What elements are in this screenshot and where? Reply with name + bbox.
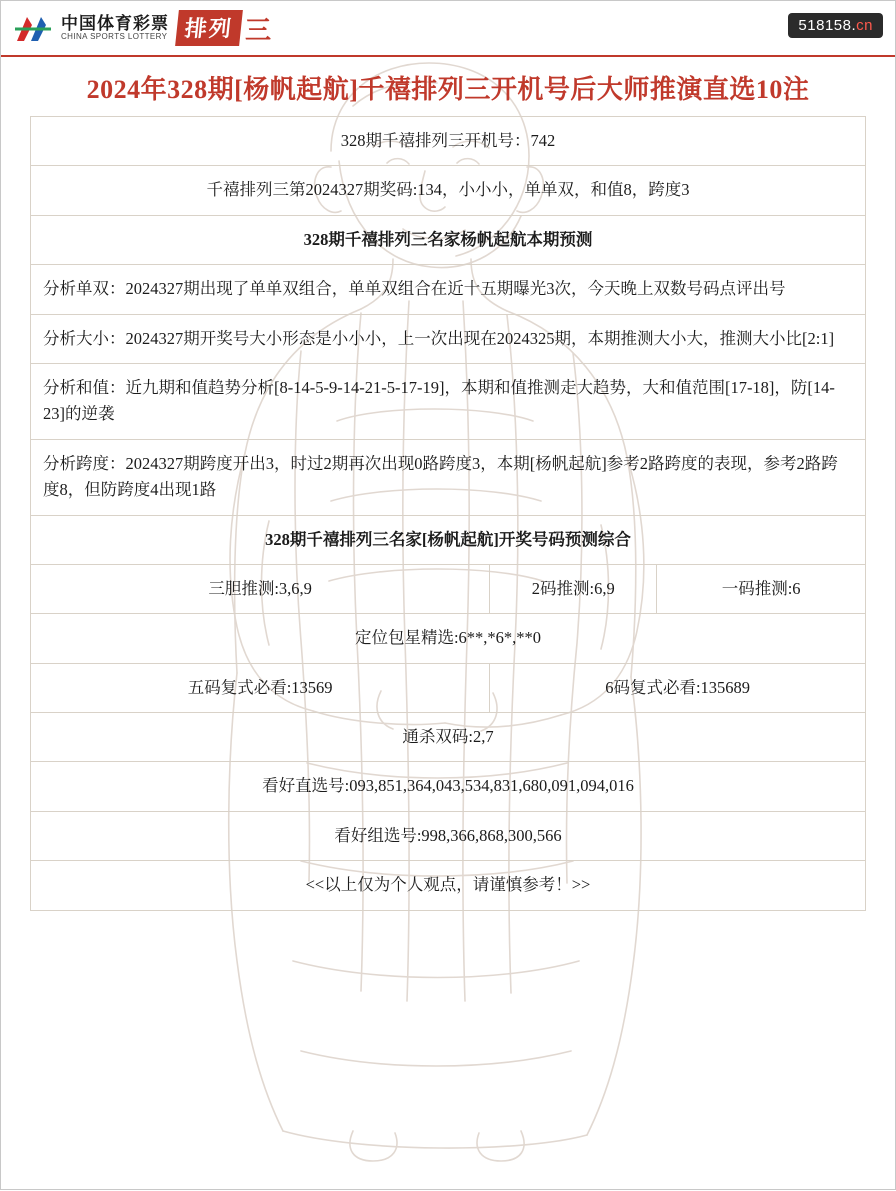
six-code-cell: 6码复式必看:135689 xyxy=(490,663,866,712)
brand-name-en: CHINA SPORTS LOTTERY xyxy=(61,31,168,41)
analysis-size-cell: 分析大小：2024327期开奖号大小形态是小小小，上一次出现在2024325期，本期推测大小大，推测大小比[2:1] xyxy=(31,314,866,363)
kill-pair-cell: 通杀双码:2,7 xyxy=(31,713,866,762)
three-bold-cell: 三胆推测:3,6,9 xyxy=(31,564,490,613)
table-row xyxy=(31,117,866,166)
two-code-cell: 2码推测:6,9 xyxy=(490,564,657,613)
group-pick-cell: 看好组选号:998,366,868,300,566 xyxy=(31,811,866,860)
table-row xyxy=(31,861,866,910)
analysis-sum-cell: 分析和值：近九期和值趋势分析[8-14-5-9-14-21-5-17-19]，本期和值推测走大趋势，大和值范围[17-18]，防[14-23]的逆袭 xyxy=(31,363,866,439)
analysis-odd-even-cell: 分析单双：2024327期出现了单单双组合，单单双组合在近十五期曝光3次，今天晚上双数号码点评出号 xyxy=(31,265,866,314)
prediction-table xyxy=(30,116,866,911)
table-row xyxy=(31,363,866,439)
table-row xyxy=(31,215,866,264)
site-domain-name: 518158. xyxy=(798,17,857,34)
game-name-badge: 排列 xyxy=(175,10,243,46)
page-content xyxy=(1,1,895,937)
open-code-cell: 328期千禧排列三开机号：742 xyxy=(31,117,866,166)
brand-name-cn: 中国体育彩票 xyxy=(61,13,169,33)
table-row xyxy=(31,515,866,564)
site-domain-tld: cn xyxy=(856,17,873,34)
footer-note-cell: <<以上仅为个人观点，请谨慎参考！>> xyxy=(31,861,866,910)
table-row xyxy=(31,166,866,215)
summary-title-cell: 328期千禧排列三名家[杨帆起航]开奖号码预测综合 xyxy=(31,515,866,564)
one-code-cell: 一码推测:6 xyxy=(657,564,866,613)
analysis-span-cell: 分析跨度：2024327期跨度开出3，时过2期再次出现0路跨度3，本期[杨帆起航]参考2路跨度的表现，参考2路跨度8，但防跨度4出现1路 xyxy=(31,439,866,515)
table-row xyxy=(31,265,866,314)
table-row xyxy=(31,713,866,762)
section-title-cell: 328期千禧排列三名家杨帆起航本期预测 xyxy=(31,215,866,264)
bottom-spacer xyxy=(1,911,895,937)
sports-lottery-logo-icon xyxy=(11,11,55,45)
table-row xyxy=(31,564,866,613)
last-draw-cell: 千禧排列三第2024327期奖码:134，小小小，单单双，和值8，跨度3 xyxy=(31,166,866,215)
table-row xyxy=(31,614,866,663)
position-star-cell: 定位包星精选:6**,*6*,**0 xyxy=(31,614,866,663)
table-row xyxy=(31,762,866,811)
table-row xyxy=(31,439,866,515)
page-title: 2024年328期[杨帆起航]千禧排列三开机号后大师推演直选10注 xyxy=(86,75,810,104)
brand-logo[interactable] xyxy=(11,11,169,45)
brand-logo-text xyxy=(61,15,169,41)
five-code-cell: 五码复式必看:13569 xyxy=(31,663,490,712)
site-header xyxy=(1,1,895,57)
site-domain-chip[interactable] xyxy=(788,13,883,38)
table-row xyxy=(31,811,866,860)
table-row xyxy=(31,663,866,712)
table-row xyxy=(31,314,866,363)
direct-pick-cell: 看好直选号:093,851,364,043,534,831,680,091,094,016 xyxy=(31,762,866,811)
game-name-badge-suffix: 三 xyxy=(245,14,273,45)
